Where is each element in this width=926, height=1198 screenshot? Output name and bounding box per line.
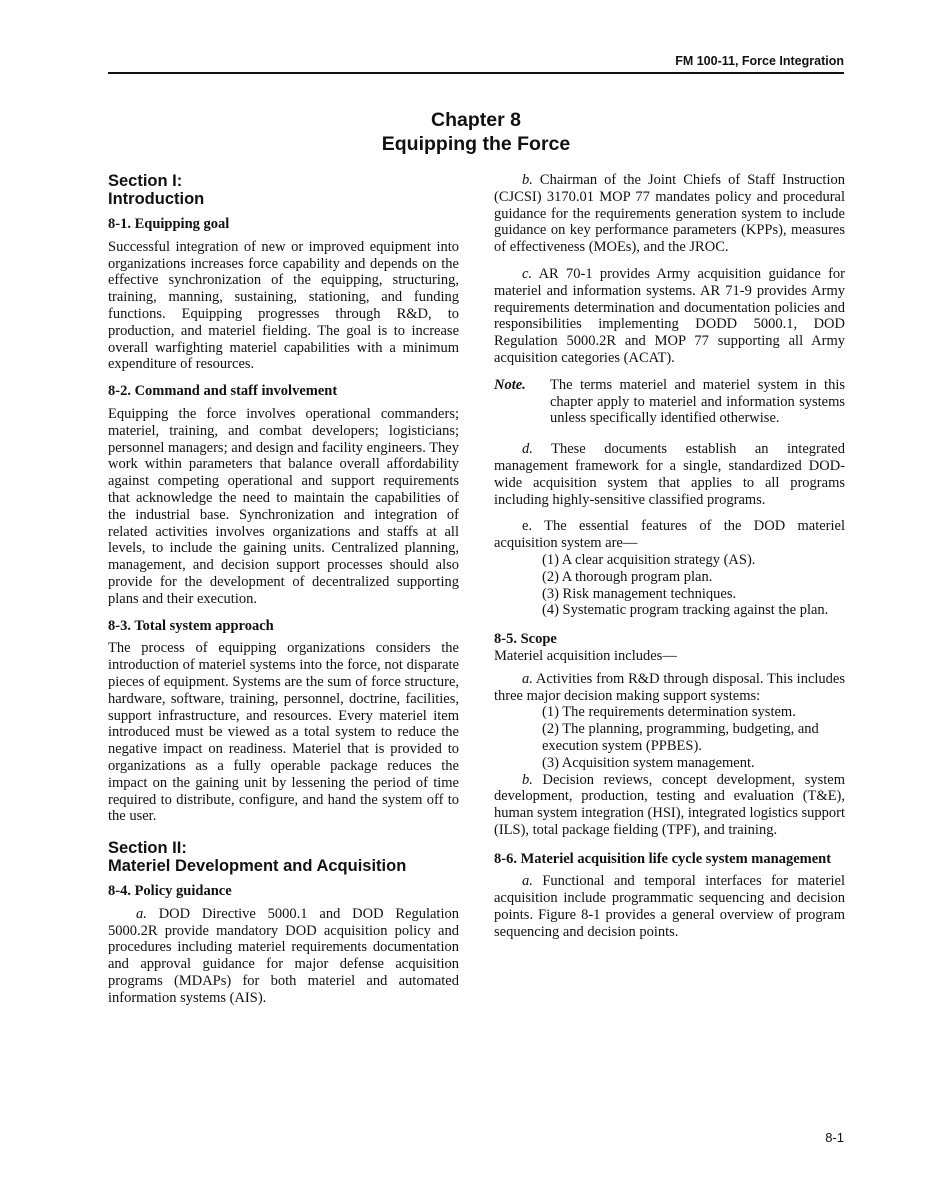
list-item-8-4e-1: (1) A clear acquisition strategy (AS). [542, 551, 756, 568]
section-1-heading [108, 172, 459, 208]
chapter-title [108, 108, 844, 156]
chapter-number: Chapter 8 [431, 109, 521, 131]
section-1-label: Section I: [108, 172, 183, 190]
list-item-8-4e-2: (2) A thorough program plan. [542, 568, 713, 585]
para-8-4b [494, 172, 845, 256]
para-8-6a [494, 873, 845, 940]
para-8-5b-text: Decision reviews, concept development, system development, production, testing and evaluation (T&E), human system integration (HSI), integrated logistics support (ILS), total package fielding (TPF), and training. [494, 771, 845, 838]
para-8-4d-label: d. [522, 441, 533, 458]
para-8-5a-text: Activities from R&D through disposal. This includes three major decision making support systems: [494, 670, 845, 704]
running-head: FM 100-11, Force Integration [675, 54, 844, 68]
para-8-4d [494, 441, 845, 508]
section-1-title: Introduction [108, 190, 205, 208]
list-item-8-4e-3: (3) Risk management techniques. [542, 585, 737, 602]
para-8-4c-text: AR 70-1 provides Army acquisition guidance for materiel and information systems. AR 71-9 provides Army requirements determination and documentation policies and responsibilities implementing DODD 5000.1, DOD Regulation 5000.2R and MOP 77 supporting all Army acquisition categories (ACAT). [494, 265, 845, 366]
para-8-4b-text: Chairman of the Joint Chiefs of Staff Instruction (CJCSI) 3170.01 MOP 77 mandates policy and procedural guidance for the requirements generation system to include guidance on key performance parameters (KPPs), measures of effectiveness (MOEs), and the JROC. [494, 172, 845, 256]
para-8-3-text: The process of equipping organizations considers the introduction of materiel systems into the force, not disparate pieces of equipment. Systems are the sum of force structure, hardware, software, training, personnel, doctrine, facilities, support infrastructure, and resources. Every materiel item introduced must be viewed as a total system to reduce the negative impact on readiness. Materiel that is provided to organizations as a fully operable package reduces the impact on the gaining unit by lessening the period of time required to distribute, configure, and hand the system off to the user. [108, 640, 459, 825]
para-8-5a [494, 671, 845, 705]
para-8-4c [494, 266, 845, 367]
para-8-4-heading: 8-4. Policy guidance [108, 883, 232, 900]
section-2-title: Materiel Development and Acquisition [108, 857, 407, 876]
list-item-8-5a-3: (3) Acquisition system management. [542, 754, 755, 771]
para-8-4d-text: These documents establish an integrated management framework for a single, standardized DOD-wide acquisition system that applies to all programs including highly-sensitive classified programs. [494, 441, 845, 508]
para-8-6a-label: a. [522, 873, 533, 890]
para-8-4c-label: c. [522, 265, 533, 282]
para-8-3-heading: 8-3. Total system approach [108, 617, 274, 634]
para-8-4a-text: DOD Directive 5000.1 and DOD Regulation 5000.2R provide mandatory DOD acquisition policy and procedures including materiel requirements documentation and approval guidance for major defense acquisition programs (MDAPs) for both materiel and automated information systems (AIS). [108, 905, 459, 1006]
section-2-heading [108, 839, 459, 875]
right-column [494, 172, 845, 951]
para-8-1-heading: 8-1. Equipping goal [108, 216, 230, 232]
list-item-8-5a-1: (1) The requirements determination system. [542, 704, 796, 721]
para-8-2-heading: 8-2. Command and staff involvement [108, 383, 338, 400]
para-8-5-heading: 8-5. Scope [494, 631, 557, 648]
para-8-4e-intro: e. The essential features of the DOD materiel acquisition system are— [494, 518, 845, 552]
header-rule [108, 72, 844, 74]
para-8-4a-label: a. [136, 905, 147, 922]
note-block [494, 377, 845, 427]
note-text: The terms materiel and materiel system in this chapter apply to materiel and information systems unless specifically identified otherwise. [550, 376, 845, 427]
para-8-5b [494, 772, 845, 839]
note-label: Note. [494, 376, 526, 393]
page-number: 8-1 [825, 1130, 844, 1145]
list-item-8-4e-4: (4) Systematic program tracking against the plan. [542, 602, 829, 619]
list-item-8-5a-2: (2) The planning, programming, budgeting, and execution system (PPBES). [542, 721, 819, 754]
section-2-label: Section II: [108, 839, 187, 858]
para-8-6-heading: 8-6. Materiel acquisition life cycle system management [494, 850, 832, 867]
chapter-name: Equipping the Force [381, 133, 571, 155]
para-8-5b-label: b. [522, 771, 533, 788]
para-8-4b-label: b. [522, 172, 533, 188]
para-8-1-text: Successful integration of new or improved equipment into organizations increases force capability and depends on the effective synchronization of the equipping, structuring, training, manning, sustaining, stationing, and funding functions. Equipping progresses through R&D, to production, and materiel fielding. The goal is to increase overall warfighting materiel capabilities with a minimum expenditure of resources. [108, 238, 459, 373]
para-8-6a-text: Functional and temporal interfaces for materiel acquisition include programmatic sequencing and decision points. Figure 8-1 provides a general overview of program sequencing and decision points. [494, 873, 845, 940]
para-8-2-text: Equipping the force involves operational commanders; materiel, training, and combat developers; logisticians; personnel managers; and design and facility engineers. They work within parameters that balance overall affordability against competing operational and support requirements that acknowledge the need to maintain the capabilities of the industrial base. Synchronization and integration of related activities involves organizations and staffs at all levels, to include the gaining units. Centralized planning, management, and decision support processes should also provide for the development of decentralized supporting plans and their execution. [108, 405, 459, 607]
left-column [108, 172, 459, 1017]
para-8-5-intro: Materiel acquisition includes— [494, 647, 677, 664]
para-8-4a [108, 906, 459, 1007]
para-8-5a-label: a. [522, 670, 533, 687]
